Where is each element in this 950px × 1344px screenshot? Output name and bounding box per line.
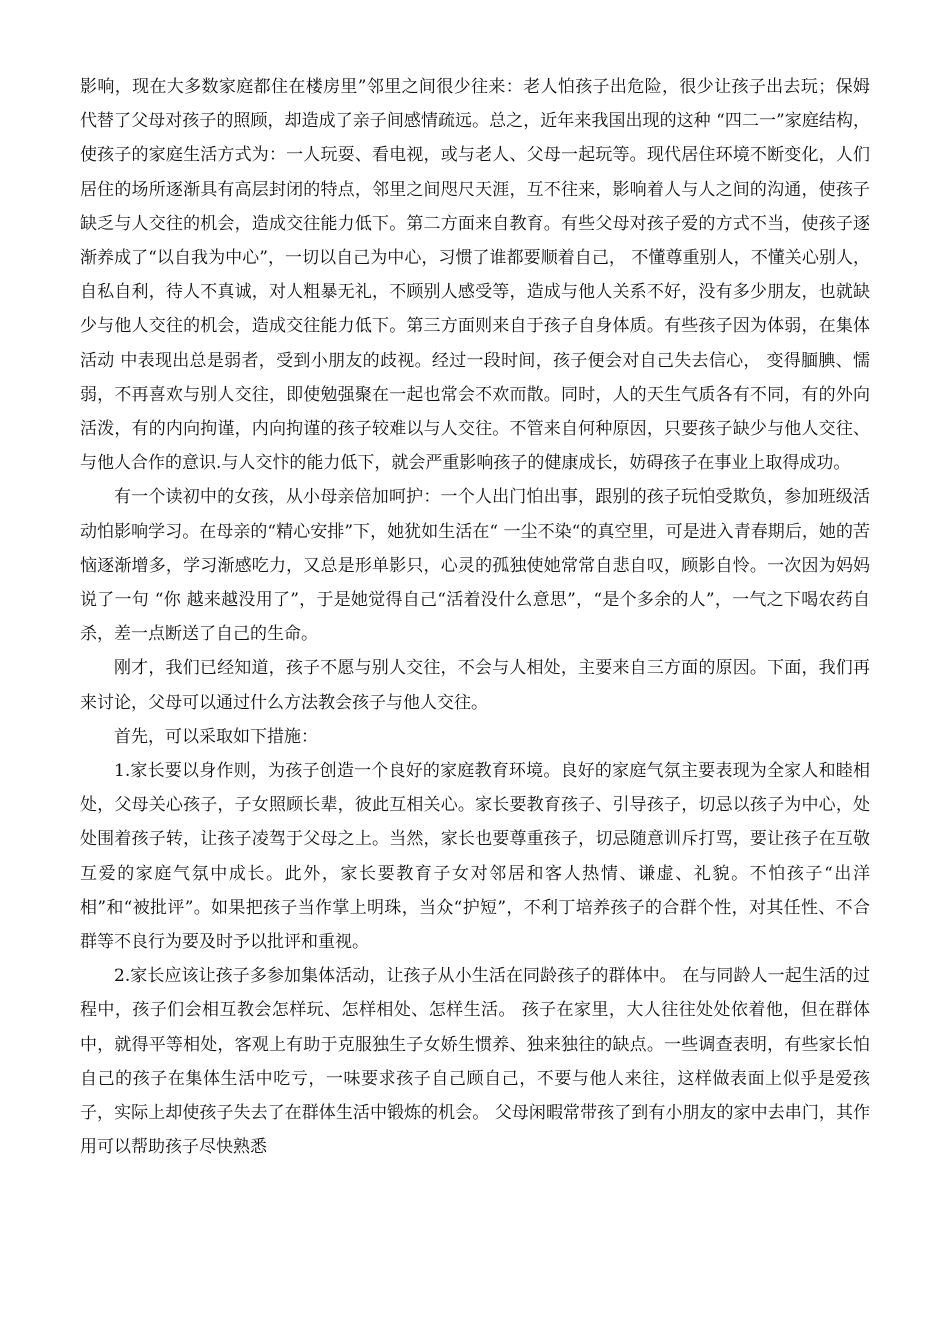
- paragraph-causes: 影响，现在大多数家庭都住在楼房里”邻里之间很少往来：老人怕孩子出危险，很少让孩子出去玩；保姆代替了父母对孩子的照顾，却造成了亲子间感情疏远。总之，近年来我国出现的这种 “四二一”家庭结构，使孩子的家庭生活方式为：一人玩耍、看电视，或与老人、父母一起玩等。现代居住环境不断变化，人们居住的场所逐渐具有高层封闭的特点，邻里之间咫尺天涯，互不往来，影响着人与人之间的沟通，使孩子缺乏与人交往的机会，造成交往能力低下。第二方面来自教育。有些父母对孩子爱的方式不当，使孩子逐渐养成了“以自我为中心”，一切以自己为中心，习惯了谁都要顺着自己， 不懂尊重别人，不懂关心别人，自私自利，待人不真诚，对人粗暴无礼，不顾别人感受等，造成与他人关系不好，没有多少朋友，也就缺少与他人交往的机会，造成交往能力低下。第三方面则来自于孩子自身体质。有些孩子因为体弱，在集体活动 中表现出总是弱者，受到小朋友的歧视。经过一段时间，孩子便会对自己失去信心， 变得腼腆、懦弱，不再喜欢与别人交往，即使勉强聚在一起也常会不欢而散。同时，人的天生气质各有不同，有的外向活泼，有的内向拘谨，内向拘谨的孩子较难以与人交往。不管来自何种原因，只要孩子缺少与他人交往、与他人合作的意识.与人交忭的能力低下，就会严重影响孩子的健康成长，妨碍孩子在事业上取得成功。: [80, 77, 870, 474]
- paragraph-measure-1: 1.家长要以身作则，为孩子创造一个良好的家庭教育环境。良好的家庭气氛主要表现为全家人和睦相处，父母关心孩子，子女照顾长辈，彼此互相关心。家长要教育孩子、引导孩子，切忌以孩子为中心，处处围着孩子转，让孩子凌驾于父母之上。当然，家长也要尊重孩子，切忌随意训斥打骂，要让孩子在互敬互爱的家庭气氛中成长。此外，家长要教育子女对邻居和客人热情、谦虚、礼貌。不怕孩子“出洋相”和“被批评”。如果把孩子当作掌上明珠，当众“护短”，不利丁培养孩子的合群个性，对其任性、不合群等不良行为要及时予以批评和重视。: [80, 761, 870, 953]
- paragraph-measure-2: 2.家长应该让孩子多参加集体活动，让孩子从小生活在同龄孩子的群体中。 在与同龄人一起生活的过程中，孩子们会相互教会怎样玩、怎样相处、怎样生活。 孩子在家里，大人往往处处依着他，但在群体中，就得平等相处，客观上有助于克服独生子女娇生惯养、独来独往的缺点。一些调查表明，有些家长怕自己的孩子在集体生活中吃亏，一味要求孩子自己顾自己，不要与他人来往，这样做表面上似乎是爱孩子，实际上却使孩子失去了在群体生活中锻炼的机会。 父母闲暇常带孩了到有小朋友的家中去串门，其作用可以帮助孩子尽快熟悉: [80, 966, 870, 1158]
- paragraph-transition: 刚才，我们已经知道，孩子不愿与别人交往，不会与人相处，主要来自三方面的原因。下面，我们再来讨论，父母可以通过什么方法教会孩子与他人交往。: [80, 658, 870, 713]
- document-page: [80, 70, 870, 1165]
- paragraph-measures-intro: 首先，可以采取如下措施：: [114, 726, 318, 747]
- paragraph-girl-story: 有一个读初中的女孩，从小母亲倍加呵护：一个人出门怕出事，跟别的孩子玩怕受欺负，参加班级活动怕影响学习。在母亲的“精心安排”下，她犹如生活在“ 一尘不染“的真空里，可是进入青春期后，她的苦恼逐渐增多，学习渐感吃力，又总是形单影只，心灵的孤独使她常常自悲自叹，顾影自怜。一次因为妈妈说了一句 “你 越来越没用了”，于是她觉得自己“活着没什么意思”，“是个多余的人”，一气之下喝农药自杀，差一点断送了自己的生命。: [80, 487, 870, 645]
